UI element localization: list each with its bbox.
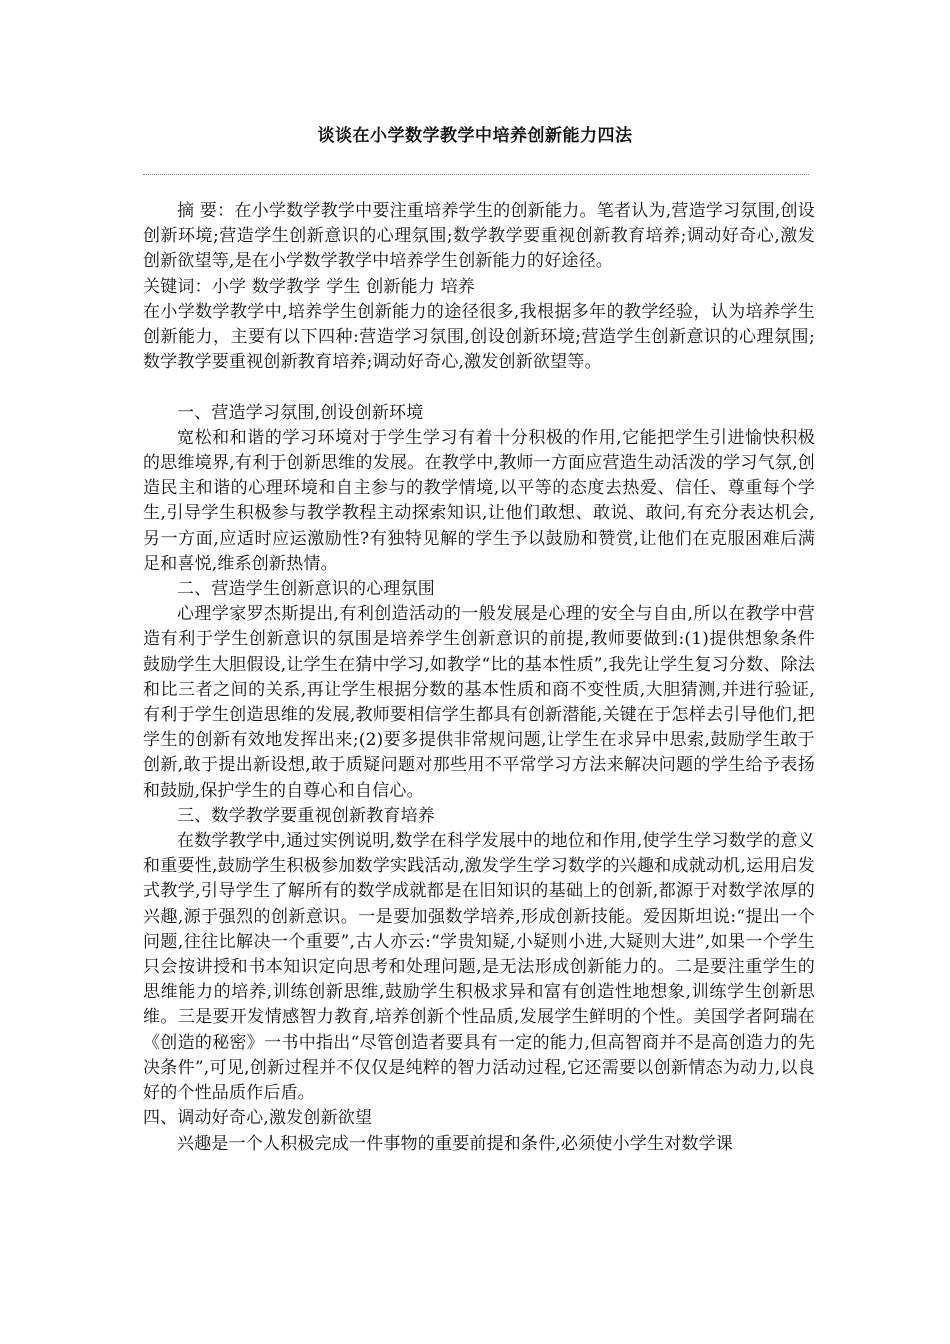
title-divider [143, 174, 809, 175]
document-title: 谈谈在小学数学教学中培养创新能力四法 [317, 126, 633, 146]
section-3-paragraph: 在数学教学中,通过实例说明,数学在科学发展中的地位和作用,使学生学习数学的意义和重要性,鼓励学生积极参加数学实践活动,激发学生学习数学的兴趣和成就动机,运用启发式教学,引导学生了解所有的数学成就都是在旧知识的基础上的创新,都源于对数学浓厚的兴趣,源于强烈的创新意识。一是要加强数学培养,形成创新技能。爱因斯坦说:“提出一个问题,往往比解决一个重要”,古人亦云:“学贵知疑,小疑则小进,大疑则大进”,如果一个学生只会按讲授和书本知识定向思考和处理问题,是无法形成创新能力的。二是要注重学生的思维能力的培养,训练创新思维,鼓励学生积极求异和富有创造性地想象,训练学生创新思维。三是要开发情感智力教育,培养创新个性品质,发展学生鲜明的个性。美国学者阿瑞在《创造的秘密》一书中指出“尽管创造者要具有一定的能力,但高智商并不是高创造力的先决条件”,可见,创新过程并不仅仅是纯粹的智力活动过程,它还需要以创新情态为动力,以良好的个性品质作后盾。 [143, 831, 815, 1104]
abstract-paragraph: 摘 要：在小学数学教学中要注重培养学生的创新能力。笔者认为,营造学习氛围,创设创新环境;营造学生创新意识的心理氛围;数学教学要重视创新教育培养;调动好奇心,激发创新欲望等,是在小学数学教学中培养学生创新能力的好途径。 [143, 201, 815, 272]
section-4-paragraph: 兴趣是一个人积极完成一件事物的重要前提和条件,必须使小学生对数学课 [177, 1133, 734, 1154]
section-heading-4: 四、调动好奇心,激发创新欲望 [143, 1108, 373, 1129]
intro-paragraph: 在小学数学教学中,培养学生创新能力的途径很多,我根据多年的教学经验，认为培养学生创新能力，主要有以下四种:营造学习氛围,创设创新环境;营造学生创新意识的心理氛围;数学教学要重视创新教育培养;调动好奇心,激发创新欲望等。 [143, 301, 815, 373]
section-heading-1: 一、营造学习氛围,创设创新环境 [177, 402, 424, 423]
section-2-paragraph: 心理学家罗杰斯提出,有利创造活动的一般发展是心理的安全与自由,所以在教学中营造有利于学生创新意识的氛围是培养学生创新意识的前提,教师要做到:(1)提供想象条件鼓励学生大胆假设,让学生在猜中学习,如教学“比的基本性质”,我先让学生复习分数、除法和比三者之间的关系,再让学生根据分数的基本性质和商不变性质,大胆猜测,并进行验证,有利于学生创造思维的发展,教师要相信学生都具有创新潜能,关键在于怎样去引导他们,把学生的创新有效地发挥出来;(2)要多提供非常规问题,让学生在求异中思索,鼓励学生敢于创新,敢于提出新设想,敢于质疑问题对那些用不平常学习方法来解决问题的学生给予表扬和鼓励,保护学生的自尊心和自信心。 [143, 604, 815, 801]
section-1-paragraph: 宽松和和谐的学习环境对于学生学习有着十分积极的作用,它能把学生引进愉快积极的思维境界,有利于创新思维的发展。在教学中,教师一方面应营造生动活泼的学习气氛,创造民主和谐的心理环境和自主参与的教学情境,以平等的态度去热爱、信任、尊重每个学生,引导学生积极参与教学教程主动探索知识,让他们敢想、敢说、敢问,有充分表达机会,另一方面,应适时应运激励性?有独特见解的学生予以鼓励和赞赏,让他们在克服困难后满足和喜悦,维系创新热情。 [143, 427, 815, 574]
section-heading-3: 三、数学教学要重视创新教育培养 [177, 805, 435, 826]
document-body [143, 199, 815, 1157]
keywords-line: 关键词：小学 数学教学 学生 创新能力 培养 [143, 276, 476, 297]
blank-line [143, 375, 815, 400]
section-heading-2: 二、营造学生创新意识的心理氛围 [177, 579, 435, 600]
